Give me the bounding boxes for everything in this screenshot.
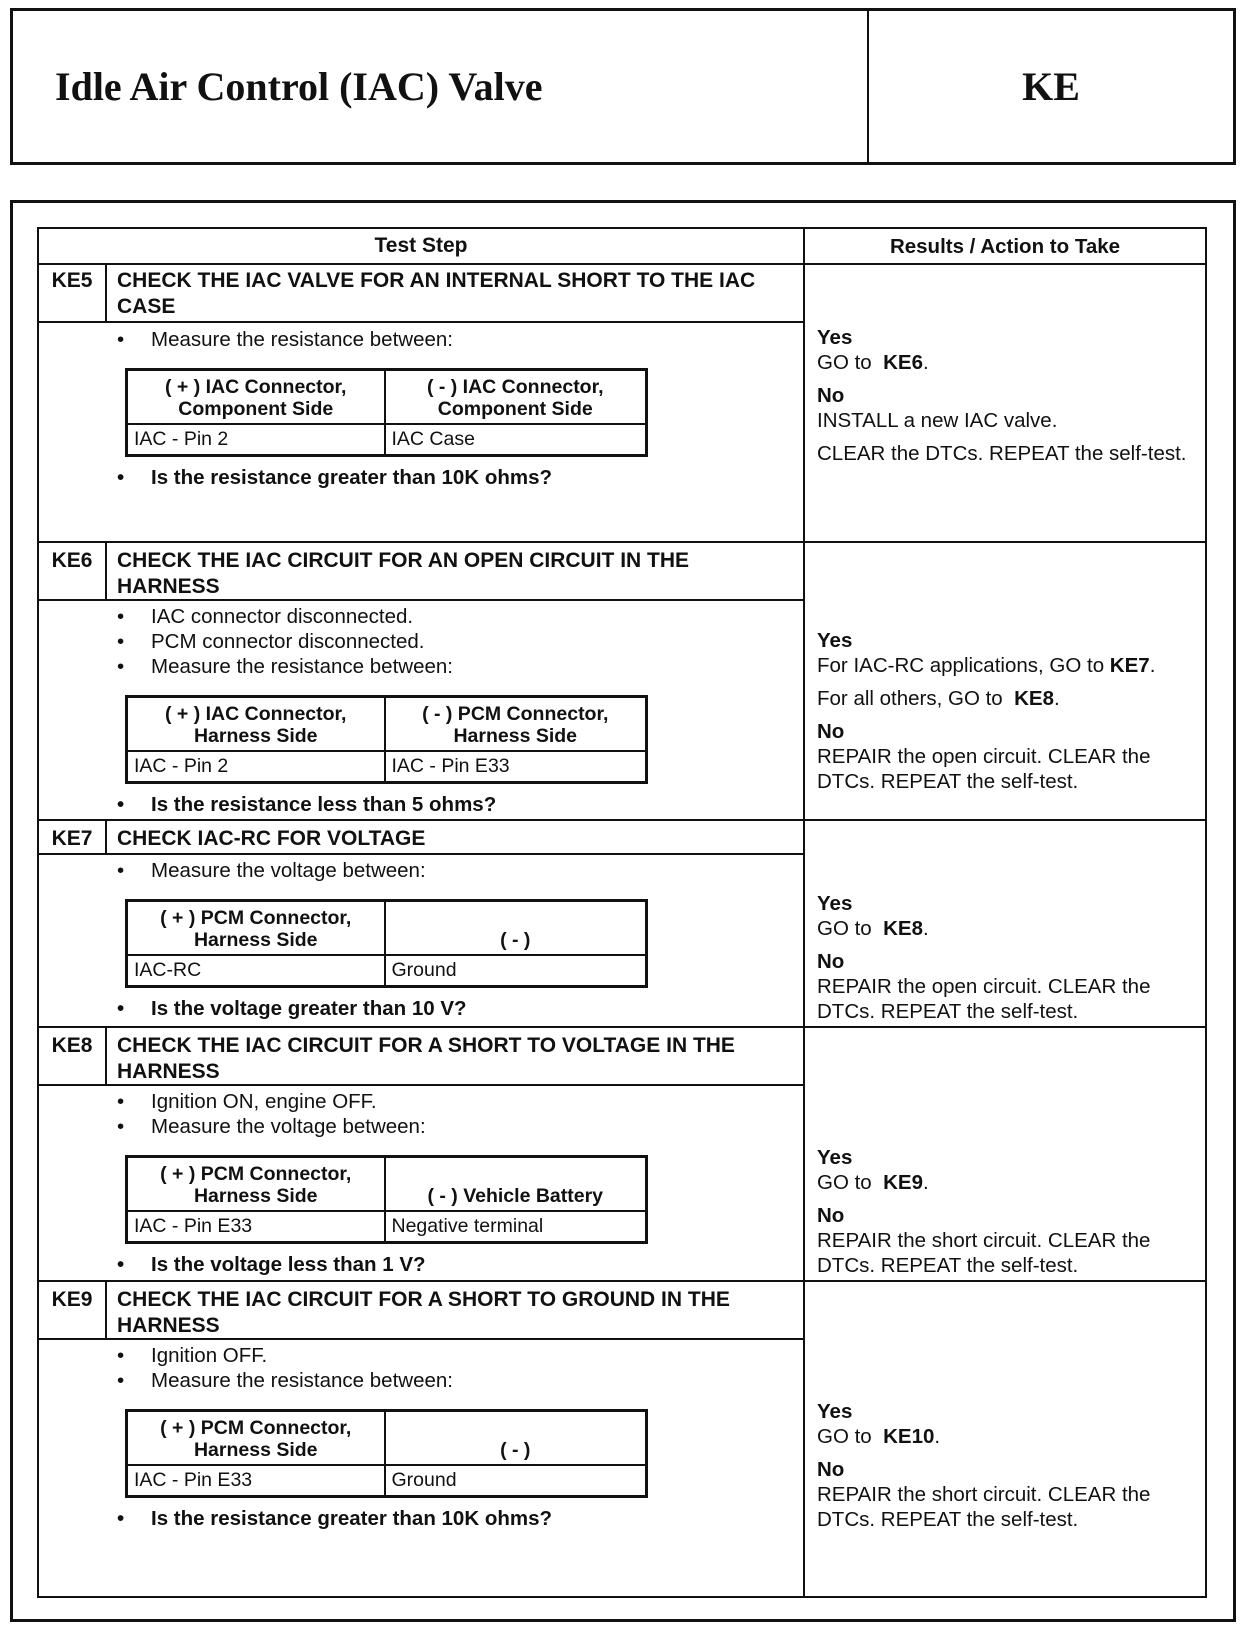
step-bullet: • IAC connector disconnected. bbox=[107, 604, 803, 629]
step-results bbox=[817, 1399, 1195, 1532]
yes-label: Yes bbox=[817, 1146, 853, 1169]
meas-header-positive: ( + ) IAC Connector, Component Side bbox=[127, 370, 385, 424]
yes-label: Yes bbox=[817, 629, 853, 652]
test-step-ke6 bbox=[39, 543, 1205, 821]
meas-value-positive: IAC - Pin 2 bbox=[127, 424, 385, 456]
no-action-2: CLEAR the DTCs. REPEAT the self-test. bbox=[817, 442, 1187, 465]
no-label: No bbox=[817, 384, 845, 407]
step-results bbox=[817, 891, 1195, 1024]
step-heading: CHECK THE IAC VALVE FOR AN INTERNAL SHORT TO THE IAC CASE bbox=[107, 263, 803, 323]
step-bullet: • Measure the resistance between: bbox=[107, 654, 803, 679]
step-id: KE6 bbox=[39, 543, 107, 601]
goto-ref: KE7 bbox=[1109, 654, 1150, 677]
punct: . bbox=[922, 351, 929, 374]
step-question: • Is the voltage greater than 10 V? bbox=[107, 996, 803, 1021]
yes-action: GO to bbox=[817, 917, 872, 940]
goto-ref: KE6 bbox=[883, 351, 923, 374]
step-heading: CHECK IAC-RC FOR VOLTAGE bbox=[107, 821, 803, 855]
step-question: • Is the resistance greater than 10K ohms? bbox=[107, 465, 803, 490]
meas-value-negative: Ground bbox=[385, 1465, 647, 1497]
test-step-ke9 bbox=[39, 1282, 1205, 1596]
meas-header-positive: ( + ) PCM Connector, Harness Side bbox=[127, 901, 385, 955]
measurement-table bbox=[125, 368, 648, 457]
step-id: KE9 bbox=[39, 1282, 107, 1340]
step-heading: CHECK THE IAC CIRCUIT FOR AN OPEN CIRCUIT IN THE HARNESS bbox=[107, 543, 803, 601]
step-results bbox=[817, 325, 1195, 466]
step-bullet: • Ignition OFF. bbox=[107, 1343, 803, 1368]
step-heading: CHECK THE IAC CIRCUIT FOR A SHORT TO VOLTAGE IN THE HARNESS bbox=[107, 1028, 803, 1086]
punct: . bbox=[1054, 687, 1060, 710]
punct: . bbox=[922, 917, 929, 940]
step-question: • Is the resistance less than 5 ohms? bbox=[107, 792, 803, 817]
step-bullet: • Measure the resistance between: bbox=[107, 1368, 803, 1393]
step-results bbox=[817, 1145, 1195, 1278]
no-label: No bbox=[817, 1204, 845, 1227]
test-step-ke7 bbox=[39, 821, 1205, 1028]
yes-label: Yes bbox=[817, 326, 853, 349]
no-action: REPAIR the open circuit. CLEAR the DTCs. REPEAT the self-test. bbox=[817, 745, 1151, 793]
meas-value-negative: IAC Case bbox=[385, 424, 647, 456]
step-bullet: • PCM connector disconnected. bbox=[107, 629, 803, 654]
meas-value-negative: Negative terminal bbox=[385, 1211, 647, 1243]
step-id: KE7 bbox=[39, 821, 107, 855]
step-id: KE5 bbox=[39, 263, 107, 323]
punct: . bbox=[934, 1425, 941, 1448]
yes-label: Yes bbox=[817, 892, 853, 915]
test-step-ke8 bbox=[39, 1028, 1205, 1282]
col-header-results: Results / Action to Take bbox=[805, 229, 1205, 265]
measurement-table bbox=[125, 899, 648, 988]
test-step-ke5 bbox=[39, 263, 1205, 543]
no-action: REPAIR the open circuit. CLEAR the DTCs. REPEAT the self-test. bbox=[817, 975, 1151, 1023]
step-bullet: • Measure the voltage between: bbox=[107, 1114, 803, 1139]
yes-action: GO to bbox=[817, 351, 872, 374]
goto-ref: KE10 bbox=[883, 1425, 935, 1448]
meas-value-negative: Ground bbox=[385, 955, 647, 987]
step-heading: CHECK THE IAC CIRCUIT FOR A SHORT TO GROUND IN THE HARNESS bbox=[107, 1282, 803, 1340]
measurement-table bbox=[125, 1409, 648, 1498]
step-bullet: • Measure the resistance between: bbox=[107, 327, 803, 352]
meas-value-positive: IAC - Pin 2 bbox=[127, 751, 385, 783]
col-header-test-step: Test Step bbox=[39, 229, 805, 265]
no-action: INSTALL a new IAC valve. bbox=[817, 409, 1058, 432]
yes-action: For IAC-RC applications, GO to bbox=[817, 654, 1105, 677]
step-bullet: • Ignition ON, engine OFF. bbox=[107, 1089, 803, 1114]
yes-action: GO to bbox=[817, 1171, 872, 1194]
test-step-table bbox=[37, 227, 1207, 1598]
section-code: KE bbox=[1022, 64, 1080, 109]
meas-header-negative: ( - ) IAC Connector, Component Side bbox=[385, 370, 647, 424]
page-title: Idle Air Control (IAC) Valve bbox=[13, 11, 869, 162]
yes-action: GO to bbox=[817, 1425, 872, 1448]
meas-header-negative: ( - ) Vehicle Battery bbox=[385, 1157, 647, 1211]
step-id: KE8 bbox=[39, 1028, 107, 1086]
punct: . bbox=[922, 1171, 929, 1194]
meas-header-negative: ( - ) bbox=[385, 901, 647, 955]
step-question: • Is the voltage less than 1 V? bbox=[107, 1252, 803, 1277]
measurement-table bbox=[125, 695, 648, 784]
yes-label: Yes bbox=[817, 1400, 853, 1423]
step-question: • Is the resistance greater than 10K ohms? bbox=[107, 1506, 803, 1531]
no-label: No bbox=[817, 950, 845, 973]
yes-action-2: For all others, GO to bbox=[817, 687, 1003, 710]
meas-header-positive: ( + ) IAC Connector, Harness Side bbox=[127, 697, 385, 751]
meas-header-negative: ( - ) bbox=[385, 1411, 647, 1465]
step-results bbox=[817, 628, 1195, 794]
no-action: REPAIR the short circuit. CLEAR the DTCs. REPEAT the self-test. bbox=[817, 1229, 1151, 1277]
measurement-table bbox=[125, 1155, 648, 1244]
no-label: No bbox=[817, 720, 845, 743]
meas-value-positive: IAC-RC bbox=[127, 955, 385, 987]
meas-value-positive: IAC - Pin E33 bbox=[127, 1465, 385, 1497]
goto-ref: KE8 bbox=[1014, 687, 1054, 710]
meas-value-positive: IAC - Pin E33 bbox=[127, 1211, 385, 1243]
no-action: REPAIR the short circuit. CLEAR the DTCs. REPEAT the self-test. bbox=[817, 1483, 1151, 1531]
meas-header-positive: ( + ) PCM Connector, Harness Side bbox=[127, 1157, 385, 1211]
goto-ref: KE8 bbox=[883, 917, 923, 940]
meas-header-positive: ( + ) PCM Connector, Harness Side bbox=[127, 1411, 385, 1465]
meas-header-negative: ( - ) PCM Connector, Harness Side bbox=[385, 697, 647, 751]
no-label: No bbox=[817, 1458, 845, 1481]
page-header bbox=[10, 8, 1236, 165]
meas-value-negative: IAC - Pin E33 bbox=[385, 751, 647, 783]
punct: . bbox=[1149, 654, 1156, 677]
step-bullet: • Measure the voltage between: bbox=[107, 858, 803, 883]
goto-ref: KE9 bbox=[883, 1171, 923, 1194]
